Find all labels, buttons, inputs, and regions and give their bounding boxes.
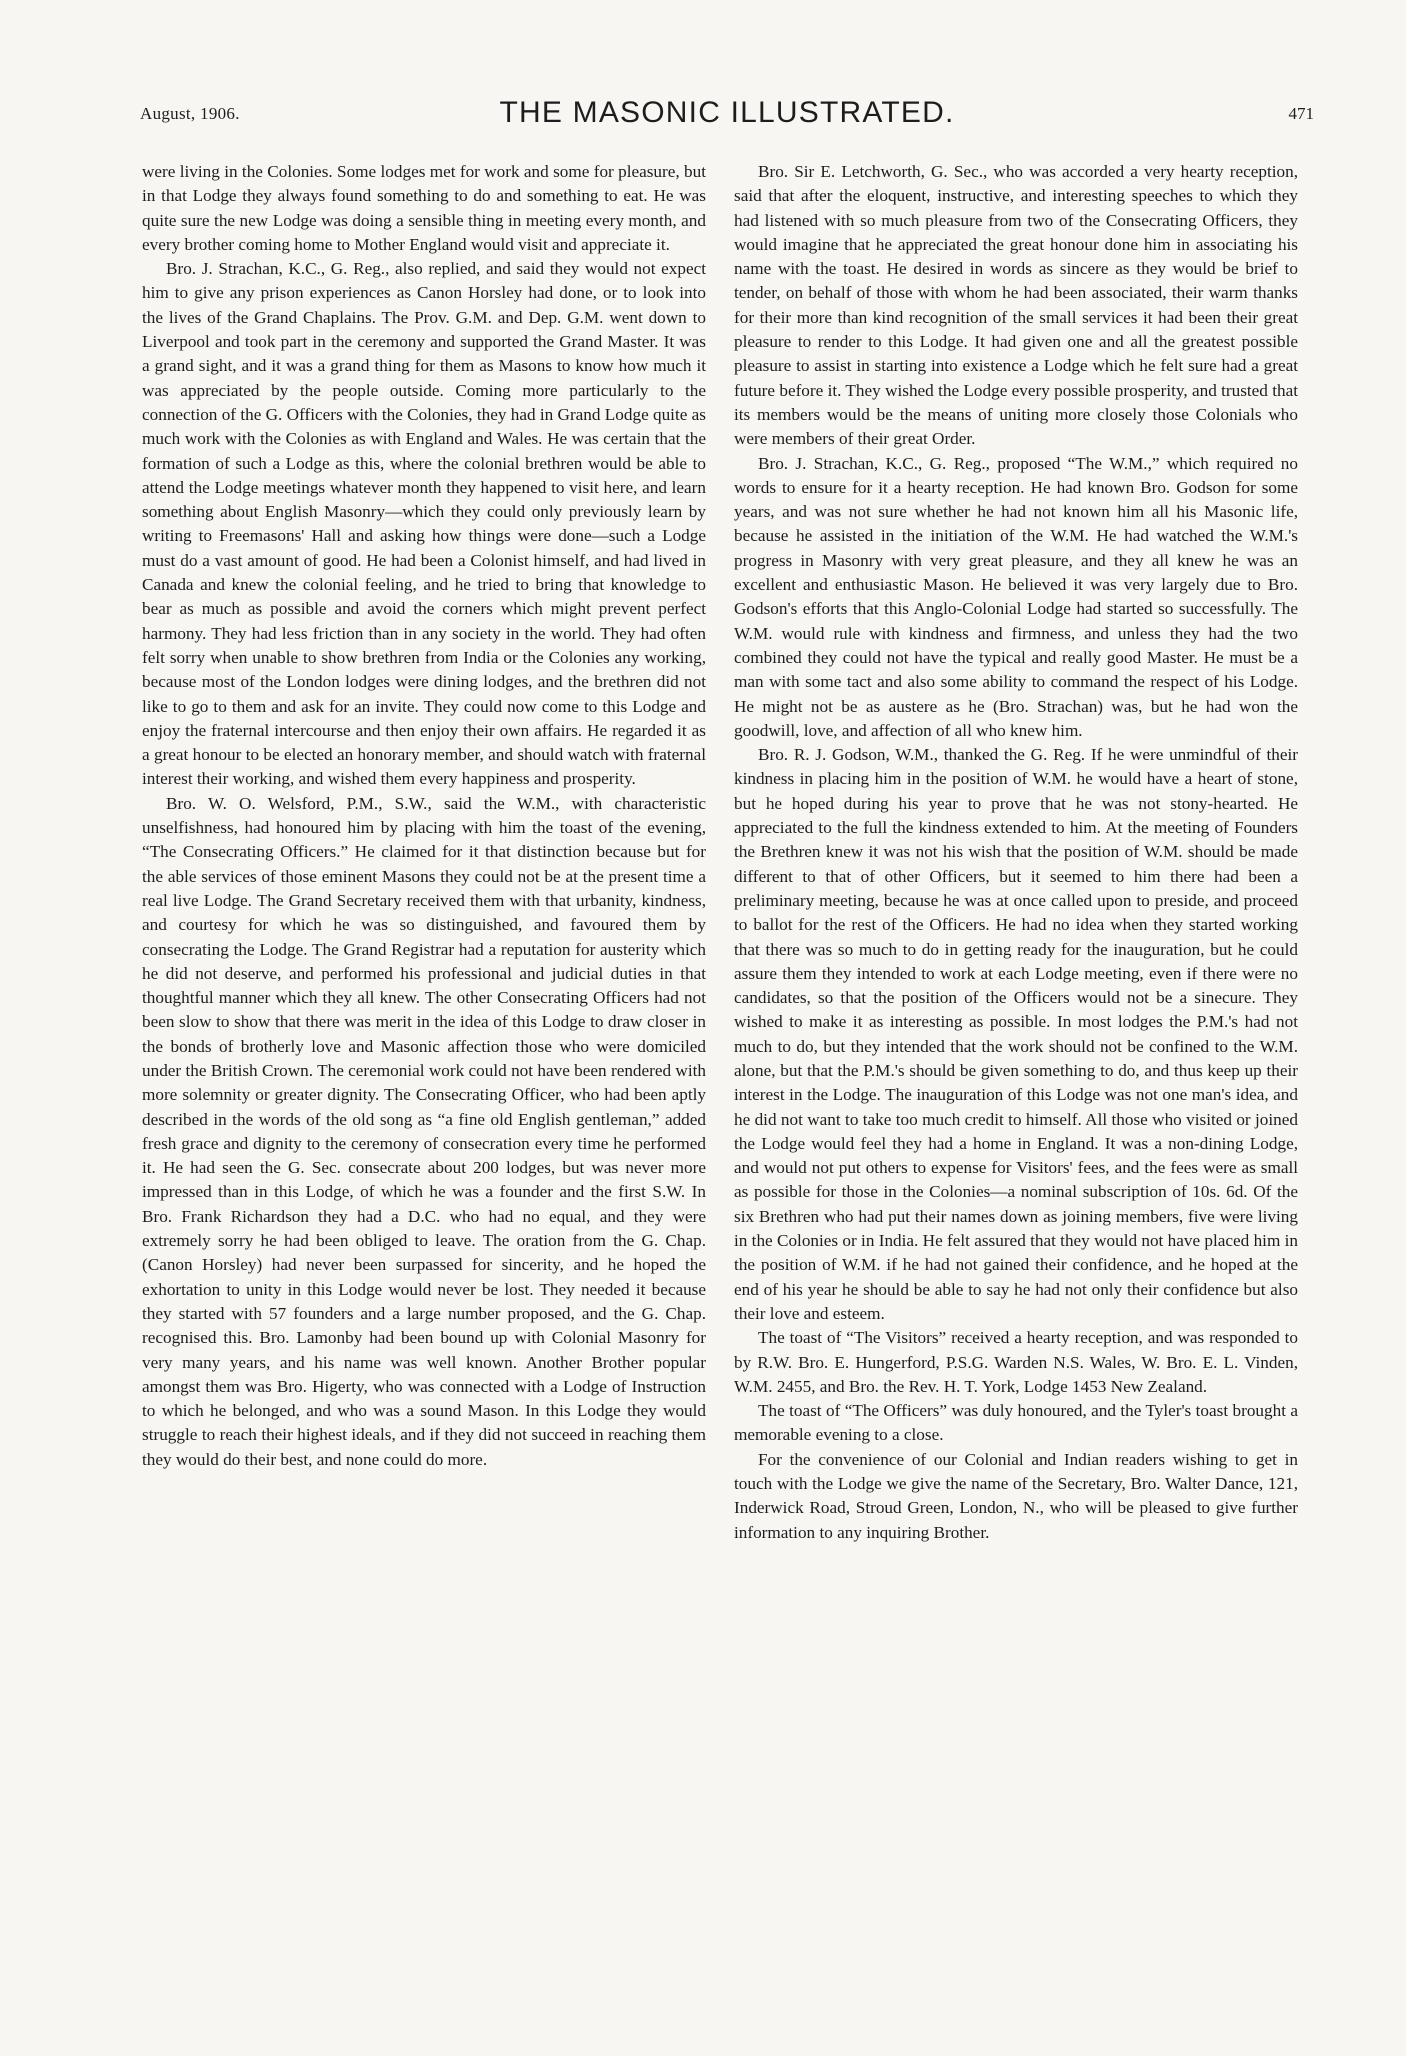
paragraph: Bro. R. J. Godson, W.M., thanked the G. Reg. If he were unmindful of their kindness in placing him in the position of W.M. he would have a heart of stone, but he hoped during his year to prove that he was not stony-hearted. He appreciated to the full the kindness extended to him. At the meeting of Founders the Brethren knew it was not his wish that the position of W.M. should be made different to that of other Officers, but it seemed to him there had been a preliminary meeting, because he was at once called upon to preside, and proceed to ballot for the rest of the Officers. He had no idea when they started working that there was so much to do in getting ready for the inauguration, but he could assure them they intended to work at each Lodge meeting, even if there were no candidates, so that the position of the Officers would not be a sinecure. They wished to make it as interesting as possible. In most lodges the P.M.'s had not much to do, but they intended that the work should not be confined to the W.M. alone, but that the P.M.'s should be given something to do, and thus keep up their interest in the Lodge. The inauguration of this Lodge was not one man's idea, and he did not want to take too much credit to himself. All those who visited or joined the Lodge would feel they had a home in England. It was a non-dining Lodge, and would not put others to expense for Visitors' fees, and the fees were as small as possible for those in the Colonies—a nominal subscription of 10s. 6d. Of the six Brethren who had put their names down as joining members, five were living in the Colonies or in India. He felt assured that they would not have placed him in the position of W.M. if he had not gained their confidence, and he hoped at the end of his year he should be able to say he had not only their confidence but also their love and esteem.	[734, 745, 1298, 1323]
right-column	[734, 160, 1298, 1545]
page-header	[140, 96, 1314, 136]
paragraph: Bro. J. Strachan, K.C., G. Reg., also replied, and said they would not expect him to give any prison experiences as Canon Horsley had done, or to look into the lives of the Grand Chaplains. The Prov. G.M. and Dep. G.M. went down to Liverpool and took part in the ceremony and supported the Grand Master. It was a grand sight, and it was a grand thing for them as Masons to know how much it was appreciated by the people outside. Coming more particularly to the connection of the G. Officers with the Colonies, they had in Grand Lodge quite as much work with the Colonies as with England and Wales. He was certain that the formation of such a Lodge as this, where the colonial brethren would be able to attend the Lodge meetings whatever month they happened to visit here, and learn something about English Masonry—which they could only previously learn by writing to Freemasons' Hall and asking how things were done—such a Lodge must do a vast amount of good. He had been a Colonist himself, and had lived in Canada and knew the colonial feeling, and he tried to bring that knowledge to bear as much as possible and avoid the corners which might prevent perfect harmony. They had less friction than in any society in the world. They had often felt sorry when unable to show brethren from India or the Colonies any working, because most of the London lodges were dining lodges, and the brethren did not like to go to them and ask for an invite. They could now come to this Lodge and enjoy the fraternal intercourse and then enjoy their own affairs. He regarded it as a great honour to be elected an honorary member, and should watch with fraternal interest their working, and wished them every happiness and prosperity.	[142, 259, 706, 789]
paragraph: For the convenience of our Colonial and Indian readers wishing to get in touch with the Lodge we give the name of the Secretary, Bro. Walter Dance, 121, Inderwick Road, Stroud Green, London, N., who will be pleased to give further information to any inquiring Brother.	[734, 1449, 1298, 1542]
paragraph: Bro. Sir E. Letchworth, G. Sec., who was accorded a very hearty reception, said that after the eloquent, instructive, and interesting speeches to which they had listened with so much pleasure from two of the Consecrating Officers, they would imagine that he appreciated the great honour done him in associating his name with the toast. He desired in words as sincere as they would be brief to tender, on behalf of those with whom he had been associated, their warm thanks for their more than kind recognition of the small services it had been their great pleasure to render to this Lodge. It had given one and all the greatest possible pleasure to assist in starting into existence a Lodge which he felt sure had a great future before it. They wished the Lodge every possible prosperity, and trusted that its members would be the means of uniting more closely those Colonials who were members of their great Order.	[734, 162, 1298, 449]
masthead-title: THE MASONIC ILLUSTRATED.	[499, 96, 955, 129]
page-number: 471	[1288, 104, 1314, 123]
issue-date: August, 1906.	[140, 104, 240, 123]
paragraph: were living in the Colonies. Some lodges met for work and some for pleasure, but in that Lodge they always found something to do and something to eat. He was quite sure the new Lodge was doing a sensible thing in meeting every month, and every brother coming home to Mother England would visit and appreciate it.	[142, 162, 706, 254]
paragraph: The toast of “The Visitors” received a hearty reception, and was responded to by R.W. Bro. E. Hungerford, P.S.G. Warden N.S. Wales, W. Bro. E. L. Vinden, W.M. 2455, and Bro. the Rev. H. T. York, Lodge 1453 New Zealand.	[734, 1328, 1298, 1396]
paragraph: The toast of “The Officers” was duly honoured, and the Tyler's toast brought a memorable evening to a close.	[734, 1401, 1298, 1445]
left-column	[142, 160, 706, 1472]
paragraph: Bro. J. Strachan, K.C., G. Reg., proposed “The W.M.,” which required no words to ensure for it a hearty reception. He had known Bro. Godson for some years, and was not sure whether he had not known him all his Masonic life, because he assisted in the initiation of the W.M. He had watched the W.M.'s progress in Masonry with very great pleasure, and they all knew he was an excellent and enthusiastic Mason. He believed it was very largely due to Bro. Godson's efforts that this Anglo-Colonial Lodge had started so successfully. The W.M. would rule with kindness and firmness, and unless they had the two combined they could not have the typical and really good Master. He must be a man with some tact and also some ability to command the respect of his Lodge. He might not be as austere as he (Bro. Strachan) was, but he had won the goodwill, love, and affection of all who knew him.	[734, 453, 1298, 740]
paragraph: Bro. W. O. Welsford, P.M., S.W., said the W.M., with characteristic unselfishness, had honoured him by placing with him the toast of the evening, “The Consecrating Officers.” He claimed for it that distinction because but for the able services of those eminent Masons they could not be at the present time a real live Lodge. The Grand Secretary received them with that urbanity, kindness, and courtesy for which he was so distinguished, and favoured them by consecrating the Lodge. The Grand Registrar had a reputation for austerity which he did not deserve, and performed his professional and judicial duties in that thoughtful manner which they all knew. The other Consecrating Officers had not been slow to show that there was merit in the idea of this Lodge to draw closer in the bonds of brotherly love and Masonic affection those who were domiciled under the British Crown. The ceremonial work could not have been rendered with more solemnity or greater dignity. The Consecrating Officer, who had been aptly described in the words of the old song as “a fine old English gentleman,” added fresh grace and dignity to the ceremony of consecration every time he performed it. He had seen the G. Sec. consecrate about 200 lodges, but was never more impressed than in this Lodge, of which he was a founder and the first S.W. In Bro. Frank Richardson they had a D.C. who had no equal, and they were extremely sorry he had been obliged to leave. The oration from the G. Chap. (Canon Horsley) had never been surpassed for sincerity, and he hoped the exhortation to unity in this Lodge would never be lost. They needed it because they started with 57 founders and a large number proposed, and the G. Chap. recognised this. Bro. Lamonby had been bound up with Colonial Masonry for very many years, and his name was well known. Another Brother popular amongst them was Bro. Higerty, who was connected with a Lodge of Instruction to which he belonged, and who was a sound Mason. In this Lodge they would struggle to reach their highest ideals, and if they did not succeed in reaching them they would do their best, and none could do more.	[142, 793, 706, 1469]
